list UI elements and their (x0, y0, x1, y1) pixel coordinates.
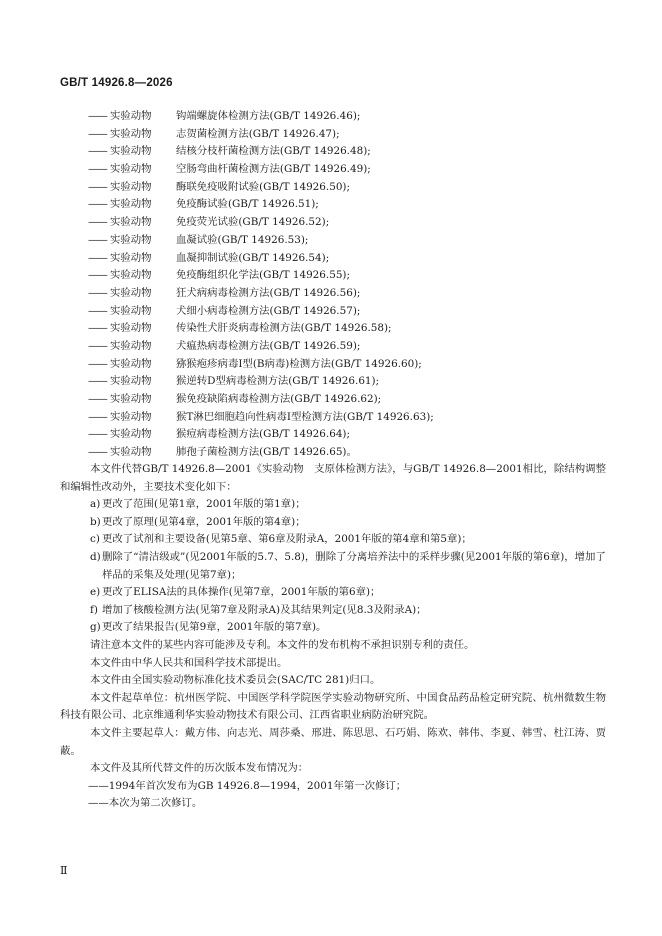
foreword-body (60, 461, 606, 813)
list-item: —— 实验动物 免疫荧光试验(GB/T 14926.52); (88, 216, 330, 229)
page-number: Ⅱ (60, 864, 68, 877)
change-item: a) 更改了范围(见第1章，2001年版的第1章)； (90, 498, 306, 511)
list-item: —— 实验动物 空肠弯曲杆菌检测方法(GB/T 14926.49); (88, 163, 371, 176)
list-item: —— 实验动物 猴逆转D型病毒检测方法(GB/T 14926.61); (88, 375, 380, 388)
replacement-paragraph: 本文件代替GB/T 14926.8—2001《实验动物 支原体检测方法》，与GB/T 14926.8—2001相比，除结构调整和编辑性改动外，主要技术变化如下： (60, 463, 606, 493)
list-item: —— 实验动物 狂犬病病毒检测方法(GB/T 14926.56); (88, 286, 361, 299)
list-item: —— 实验动物 猴T淋巴细胞趋向性病毒Ⅰ型检测方法(GB/T 14926.63); (88, 410, 434, 423)
patent-note: 请注意本文件的某些内容可能涉及专利。本文件的发布机构不承担识别专利的责任。 (90, 638, 475, 651)
list-item: —— 实验动物 犬瘟热病毒检测方法(GB/T 14926.59); (88, 339, 361, 352)
change-item: c) 更改了试剂和主要设备(见第5章、第6章及附录A，2001年版的第4章和第5章)； (90, 533, 472, 546)
list-item: —— 实验动物 志贺菌检测方法(GB/T 14926.47); (88, 127, 340, 140)
drafters: 本文件主要起草人：戴方伟、向志光、周莎桑、邢进、陈思思、石巧娟、陈欢、韩伟、李夏、韩雪、杜江涛、贾蔽。 (60, 726, 606, 757)
standard-series-list (88, 108, 608, 462)
list-item: —— 实验动物 酶联免疫吸附试验(GB/T 14926.50); (88, 180, 350, 193)
list-item: —— 实验动物 血凝试验(GB/T 14926.53); (88, 233, 309, 246)
list-item: —— 实验动物 猕猴疱疹病毒Ⅰ型(B病毒)检测方法(GB/T 14926.60); (88, 357, 422, 370)
list-item: —— 实验动物 传染性犬肝炎病毒检测方法(GB/T 14926.58); (88, 322, 392, 335)
list-item: —— 实验动物 钩端螺旋体检测方法(GB/T 14926.46); (88, 110, 361, 122)
drafting-units: 本文件起草单位：杭州医学院、中国医学科学院医学实验动物研究所、中国食品药品检定研究院、杭州微数生物科技有限公司、北京维通利华实验动物技术有限公司、江西省职业病防治研究院。 (60, 691, 606, 722)
change-item: d) 删除了“清洁级或”(见2001年版的5.7、5.8)，删除了分离培养法中的采样步骤(见2001年版的第6章)，增加了样品的采集及处理(见第7章)； (90, 550, 606, 581)
proposer-statement: 本文件由中华人民共和国科学技术部提出。 (90, 656, 288, 669)
history-intro: 本文件及其所代替文件的历次版本发布情况为： (90, 762, 309, 775)
change-item: e) 更改了ELISA法的具体操作(见第7章，2001年版的第6章)； (90, 586, 381, 599)
list-item: —— 实验动物 结核分枝杆菌检测方法(GB/T 14926.48); (88, 145, 371, 158)
list-item: —— 实验动物 猴免疫缺陷病毒检测方法(GB/T 14926.62); (88, 393, 382, 405)
change-item: g) 更改了结果报告(见第9章，2001年版的第7章)。 (90, 621, 327, 634)
change-item: f) 增加了核酸检测方法(见第7章及附录A)及其结果判定(见8.3及附录A)； (90, 603, 427, 616)
list-item: —— 实验动物 肺孢子菌检测方法(GB/T 14926.65)。 (88, 446, 357, 459)
history-item: ——本次为第二次修订。 (88, 797, 203, 810)
list-item: —— 实验动物 犬细小病毒检测方法(GB/T 14926.57); (88, 304, 361, 317)
history-item: ——1994年首次发布为GB 14926.8—1994，2001年第一次修订； (88, 779, 407, 792)
change-item: b) 更改了原理(见第4章，2001年版的第4章)； (90, 515, 306, 528)
list-item: —— 实验动物 免疫酶组织化学法(GB/T 14926.55); (88, 269, 350, 282)
technical-committee-statement: 本文件由全国实验动物标准化技术委员会(SAC/TC 281)归口。 (90, 674, 381, 687)
list-item: —— 实验动物 血凝抑制试验(GB/T 14926.54); (88, 251, 330, 264)
list-item: —— 实验动物 免疫酶试验(GB/T 14926.51); (88, 198, 319, 211)
standard-number: GB/T 14926.8—2026 (60, 77, 173, 89)
list-item: —— 实验动物 猴痘病毒检测方法(GB/T 14926.64); (88, 428, 350, 441)
